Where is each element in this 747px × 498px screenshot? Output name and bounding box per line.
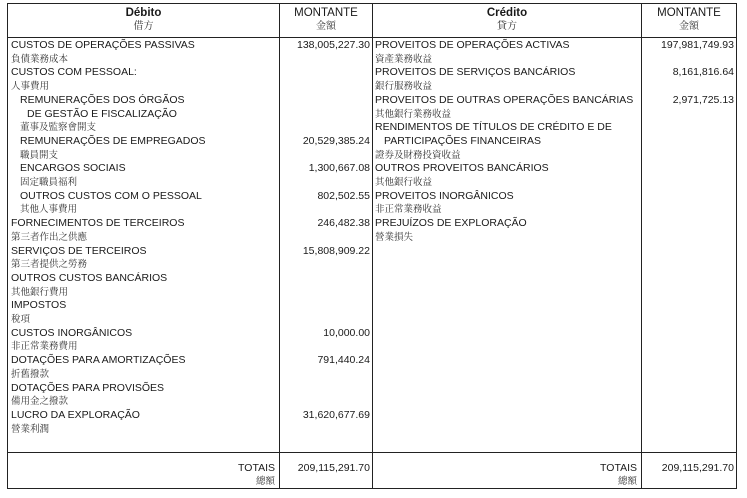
line-item-zh: 其他人事費用 [20, 204, 78, 216]
line-item: IMPOSTOS [11, 299, 67, 312]
line-item-zh: 其他銀行業務收益 [375, 108, 452, 120]
line-item-zh: 營業損失 [375, 231, 414, 243]
line-item: LUCRO DA EXPLORAÇÃO [11, 408, 140, 421]
line-item: REMUNERAÇÕES DOS ÓRGÃOS [20, 93, 185, 106]
line-item-zh: 職員開支 [20, 149, 59, 161]
amount-value: 20,529,385.24 [302, 134, 370, 147]
line-item: PREJUÍZOS DE EXPLORAÇÃO [375, 217, 527, 230]
column-divider [372, 4, 373, 488]
line-item: ENCARGOS SOCIAIS [20, 162, 126, 175]
amount-value: 246,482.38 [317, 217, 370, 230]
amount-value: 791,440.24 [317, 354, 370, 367]
line-item-zh: 人事費用 [11, 81, 50, 93]
line-item-zh: 其他銀行收益 [375, 177, 433, 188]
line-item: SERVIÇOS DE TERCEIROS [11, 244, 147, 257]
amount-value: 8,161,816.64 [672, 66, 734, 79]
debit-title-zh: 借方 [133, 21, 154, 32]
line-item: OUTROS CUSTOS BANCÁRIOS [11, 271, 168, 284]
line-item: OUTROS CUSTOS COM O PESSOAL [20, 189, 202, 202]
line-item-zh: 第三者作出之供應 [11, 231, 88, 243]
amount-value: 31,620,677.69 [302, 408, 370, 421]
credit-totals-label [518, 462, 637, 488]
line-item: CUSTOS COM PESSOAL: [11, 66, 137, 79]
credit-total-value: 209,115,291.70 [661, 462, 734, 474]
line-item: CUSTOS DE OPERAÇÕES PASSIVAS [11, 39, 195, 51]
credit-amount-title-zh: 金額 [679, 21, 699, 32]
line-item-zh: 折舊撥款 [11, 368, 50, 380]
line-item: DE GESTÃO E FISCALIZAÇÃO [27, 107, 177, 120]
amount-value: 1,300,667.08 [308, 162, 370, 175]
debit-amount-title: MONTANTE [294, 7, 358, 19]
statement-table [7, 3, 737, 489]
totals-label-zh: 總額 [255, 476, 275, 487]
line-item: DOTAÇÕES PARA AMORTIZAÇÕES [11, 354, 186, 367]
credit-amount-header [642, 4, 736, 37]
debit-amount-header [280, 4, 372, 37]
line-item: PROVEITOS DE OUTRAS OPERAÇÕES BANCÁRIAS [375, 93, 634, 106]
line-item: PROVEITOS INORGÂNICOS [375, 189, 514, 202]
line-item: CUSTOS INORGÂNICOS [11, 326, 133, 339]
line-item-zh: 固定職員福利 [20, 177, 78, 188]
line-item-zh: 第三者提供之勞務 [11, 259, 88, 271]
line-item: DOTAÇÕES PARA PROVISÕES [11, 381, 165, 394]
debit-amount-title-zh: 金額 [316, 21, 336, 32]
line-item-zh: 銀行服務收益 [375, 81, 433, 93]
debit-total-value: 209,115,291.70 [297, 462, 370, 474]
amount-value: 802,502.55 [317, 189, 370, 202]
line-item-zh: 資產業務收益 [375, 53, 433, 65]
line-item-zh: 董事及監察會開支 [20, 122, 97, 134]
line-item-zh: 非正常業務費用 [11, 341, 78, 353]
line-item: REMUNERAÇÕES DE EMPREGADOS [20, 134, 206, 147]
amount-value: 197,981,749.93 [661, 39, 734, 51]
header-rule [8, 37, 736, 38]
line-item-zh: 證券及財務投資收益 [375, 149, 461, 161]
credit-header [373, 4, 641, 37]
credit-amount-title: MONTANTE [657, 7, 721, 19]
line-item-zh: 稅項 [11, 314, 31, 325]
amount-value: 15,808,909.22 [302, 244, 370, 257]
totals-rule [8, 452, 736, 453]
line-item: PARTICIPAÇÕES FINANCEIRAS [384, 134, 541, 147]
line-item-zh: 負債業務成本 [11, 53, 69, 65]
amount-value: 2,971,725.13 [672, 93, 734, 106]
line-item-zh: 非正常業務收益 [375, 204, 442, 216]
totals-label-zh: 總額 [617, 476, 637, 487]
totals-label: TOTAIS [600, 462, 637, 474]
line-item: PROVEITOS DE SERVIÇOS BANCÁRIOS [375, 66, 576, 79]
column-divider [279, 4, 280, 488]
credit-title: Crédito [486, 7, 528, 19]
debit-header [8, 4, 279, 37]
line-item: RENDIMENTOS DE TÍTULOS DE CRÉDITO E DE [375, 121, 612, 134]
column-divider [641, 4, 642, 488]
line-item-zh: 營業利潤 [11, 423, 50, 435]
credit-title-zh: 貸方 [497, 21, 517, 32]
line-item: OUTROS PROVEITOS BANCÁRIOS [375, 162, 549, 175]
amount-value: 10,000.00 [323, 326, 370, 339]
line-item-zh: 其他銀行費用 [11, 286, 69, 298]
amount-value: 138,005,227.30 [297, 39, 370, 51]
line-item-zh: 備用金之撥款 [11, 396, 69, 408]
totals-label: TOTAIS [238, 462, 275, 474]
line-item: FORNECIMENTOS DE TERCEIROS [11, 217, 185, 230]
line-item: PROVEITOS DE OPERAÇÕES ACTIVAS [375, 39, 570, 51]
debit-totals-label [158, 462, 275, 488]
debit-title: Débito [125, 7, 162, 19]
